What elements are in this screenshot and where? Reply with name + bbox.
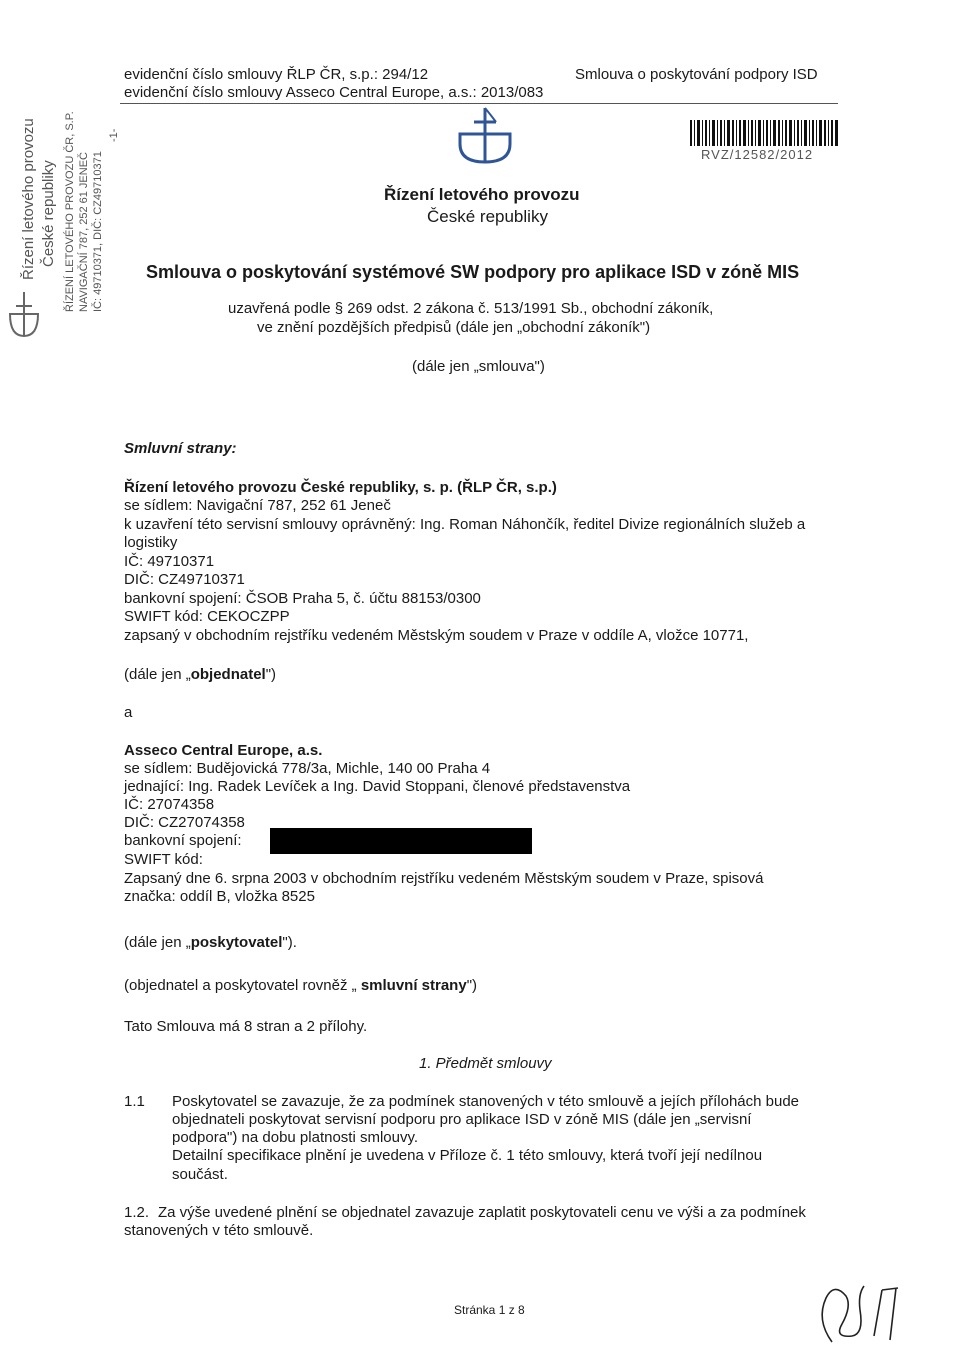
conjunction: a: [124, 704, 133, 721]
parties-heading: Smluvní strany:: [124, 440, 237, 457]
party2-representative: jednající: Ing. Radek Levíček a Ing. David Stoppani, členové představenstva: [124, 778, 631, 795]
stamp-line-1: Řízení letového provozu: [20, 118, 37, 280]
party1-representative-cont: logistiky: [124, 534, 178, 551]
preamble-line-3: (dále jen „smlouva"): [412, 358, 545, 375]
barcode: [690, 120, 838, 146]
clause-1-1-line-2: objednateli poskytovat servisní podporu pro aplikace ISD v zóně MIS (dále jen „servisní: [172, 1111, 752, 1128]
rlp-logo-icon: [450, 104, 520, 168]
alias-term: smluvní strany: [360, 977, 467, 994]
alias-prefix: (dále jen „: [124, 934, 191, 951]
stamp-line-5: IČ: 49710371, DIČ: CZ49710371: [92, 151, 104, 312]
party1-dic: DIČ: CZ49710371: [124, 571, 245, 588]
party2-bank: bankovní spojení:: [124, 832, 242, 849]
alias-term: objednatel: [190, 666, 266, 683]
alias-suffix: "): [466, 977, 478, 994]
stamp-number: -1-: [108, 128, 120, 142]
header-doc-title: Smlouva o poskytování podpory ISD: [575, 66, 818, 83]
document-title: Smlouva o poskytování systémové SW podpory pro aplikace ISD v zóně MIS: [146, 262, 800, 282]
party2-swift: SWIFT kód:: [124, 851, 203, 868]
party1-name: Řízení letového provozu České republiky, s. p. (ŘLP ČR, s.p.): [124, 479, 557, 496]
alias-suffix: ").: [282, 934, 297, 951]
party1-bank: bankovní spojení: ČSOB Praha 5, č. účtu 88153/0300: [124, 590, 481, 607]
both-parties-alias: [124, 977, 477, 995]
alias-prefix: (dále jen „: [124, 666, 191, 683]
party2-seat: se sídlem: Budějovická 778/3a, Michle, 140 00 Praha 4: [124, 760, 491, 777]
organization-stamp: [0, 112, 120, 372]
stamp-logo-icon: [4, 284, 44, 344]
page-number: Stránka 1 z 8: [454, 1303, 525, 1317]
contract-number-asseco: evidenční číslo smlouvy Asseco Central Europe, a.s.: 2013/083: [124, 84, 544, 101]
party2-ic: IČ: 27074358: [124, 796, 215, 813]
party1-swift: SWIFT kód: CEKOCZPP: [124, 608, 290, 625]
party1-ic: IČ: 49710371: [124, 553, 215, 570]
party1-seat: se sídlem: Navigační 787, 252 61 Jeneč: [124, 497, 391, 514]
org-name-line-2: České republiky: [427, 207, 548, 226]
party2-register-cont: značka: oddíl B, vložka 8525: [124, 888, 315, 905]
party2-name: Asseco Central Europe, a.s.: [124, 742, 323, 759]
party2-alias: [124, 934, 297, 952]
stamp-line-3: ŘÍZENÍ LETOVÉHO PROVOZU ČR, S.P.: [64, 111, 76, 312]
party1-representative: k uzavření této servisní smlouvy oprávněný: Ing. Roman Náhončík, ředitel Divize regionálních služeb a: [124, 516, 806, 533]
redaction-box: [270, 828, 532, 854]
clause-1-1-line-3: podpora") na dobu platnosti smlouvy.: [172, 1129, 419, 1146]
barcode-number: RVZ/12582/2012: [701, 147, 814, 162]
party1-register: zapsaný v obchodním rejstříku vedeném Městským soudem v Praze v oddíle A, vložce 10771,: [124, 627, 749, 644]
pages-note: Tato Smlouva má 8 stran a 2 přílohy.: [124, 1018, 368, 1035]
clause-1-2-number: 1.2.: [124, 1204, 150, 1221]
contract-number-rlp: evidenční číslo smlouvy ŘLP ČR, s.p.: 294/12: [124, 66, 429, 83]
preamble-line-2: ve znění pozdějších předpisů (dále jen „obchodní zákoník"): [257, 319, 651, 336]
alias-term: poskytovatel: [190, 934, 283, 951]
stamp-line-2: České republiky: [40, 160, 57, 267]
alias-prefix: (objednatel a poskytovatel rovněž „: [124, 977, 361, 994]
clause-1-1-number: 1.1: [124, 1093, 145, 1110]
clause-1-1-line-5: součást.: [172, 1166, 228, 1183]
clause-1-1-line-1: Poskytovatel se zavazuje, že za podmínek stanovených v této smlouvě a jejích přílohách bude: [172, 1093, 800, 1110]
party2-dic: DIČ: CZ27074358: [124, 814, 245, 831]
org-name-line-1: Řízení letového provozu: [384, 185, 580, 204]
party2-register: Zapsaný dne 6. srpna 2003 v obchodním rejstříku vedeném Městským soudem v Praze, spisová: [124, 870, 764, 887]
handwritten-signature: [812, 1280, 922, 1350]
party1-alias: [124, 666, 276, 684]
preamble-line-1: uzavřená podle § 269 odst. 2 zákona č. 513/1991 Sb., obchodní zákoník,: [228, 300, 714, 317]
clause-1-2-line-2: stanovených v této smlouvě.: [124, 1222, 314, 1239]
stamp-line-4: NAVIGAČNÍ 787, 252 61 JENEČ: [78, 152, 90, 312]
clause-1-2-line-1: Za výše uvedené plnění se objednatel zavazuje zaplatit poskytovateli cenu ve výši a za podmínek: [158, 1204, 806, 1221]
section-1-heading: 1. Předmět smlouvy: [419, 1055, 552, 1072]
clause-1-1-line-4: Detailní specifikace plnění je uvedena v Příloze č. 1 této smlouvy, která tvoří její nedílnou: [172, 1147, 763, 1164]
alias-suffix: "): [265, 666, 277, 683]
